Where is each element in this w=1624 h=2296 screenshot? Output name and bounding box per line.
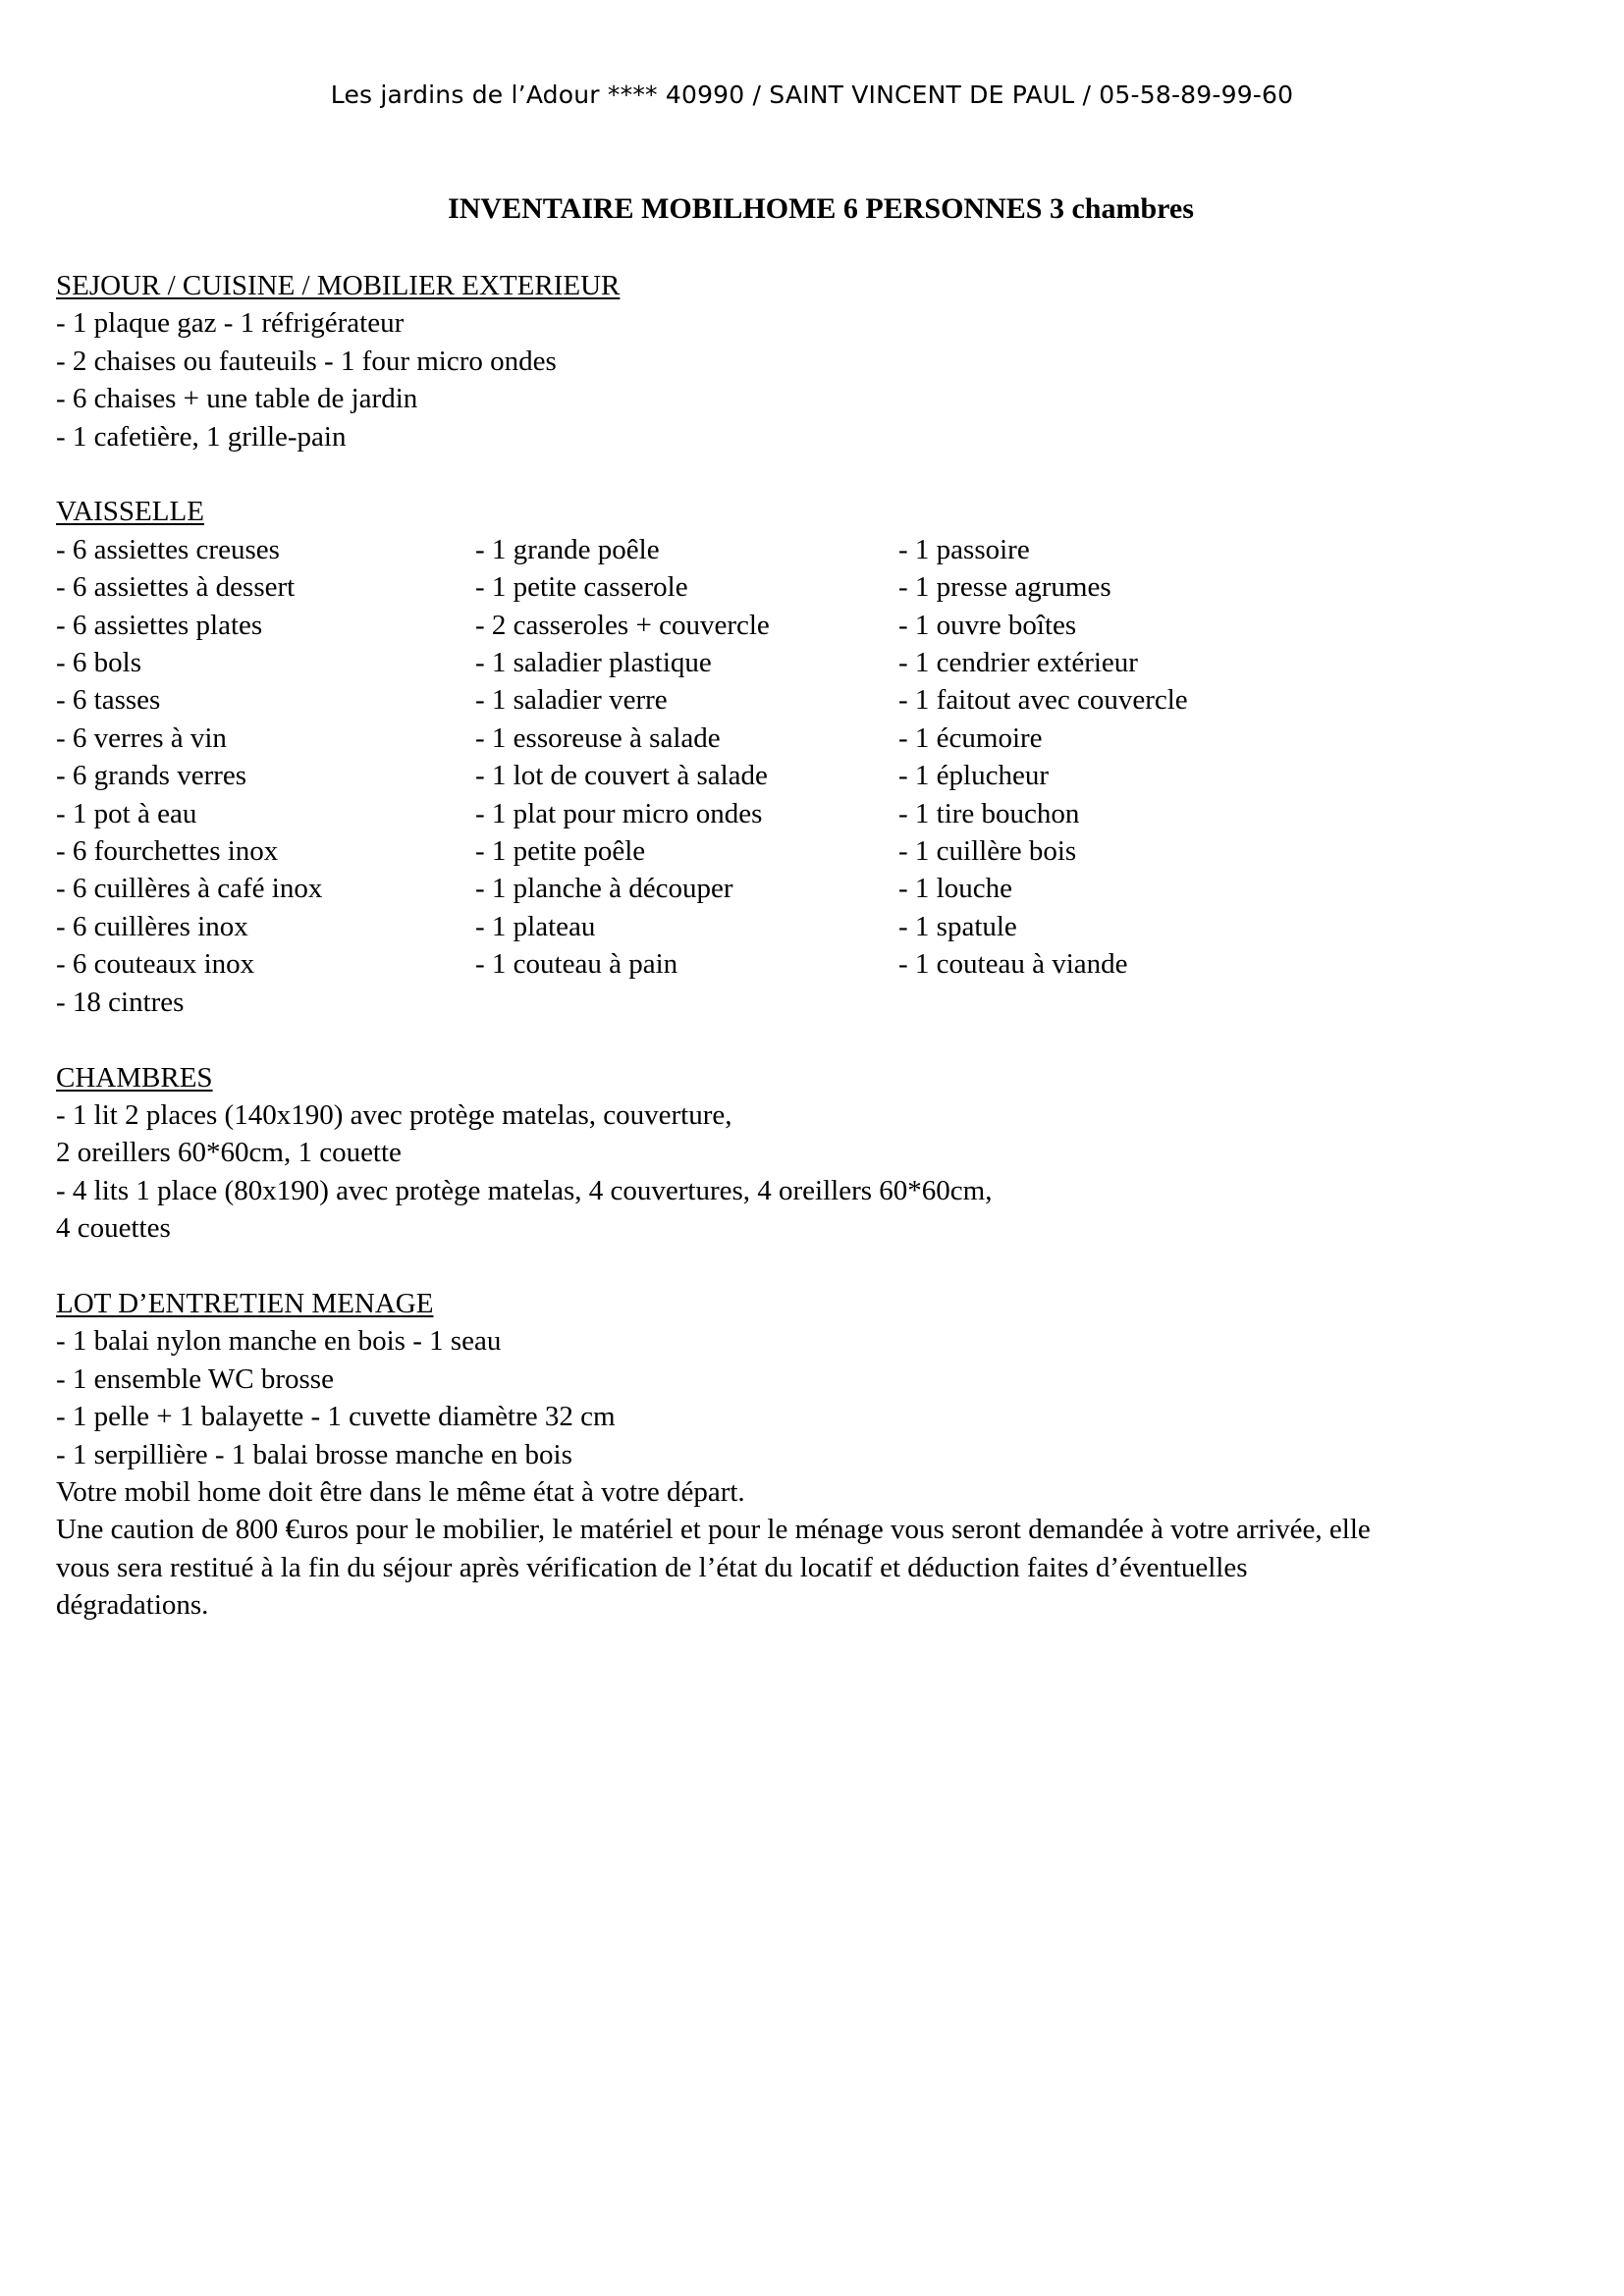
spacer xyxy=(56,455,1588,493)
list-item: - 1 ouvre boîtes xyxy=(898,609,1077,641)
list-item: - 2 casseroles + couvercle xyxy=(475,609,770,641)
list-item: - 6 verres à vin xyxy=(56,721,227,754)
list-item: - 1 couteau à viande xyxy=(898,948,1128,981)
vaisselle-columns xyxy=(56,531,1588,1021)
list-item: - 1 plaque gaz - 1 réfrigérateur xyxy=(56,307,405,340)
list-item: - 6 cuillères inox xyxy=(56,910,248,942)
list-item: - 1 faitout avec couvercle xyxy=(898,684,1188,717)
list-item: - 1 écumoire xyxy=(898,721,1043,754)
list-item: - 1 plateau xyxy=(475,910,596,942)
vaisselle-column-2 xyxy=(475,531,898,1021)
list-item: - 6 assiettes plates xyxy=(56,609,263,641)
list-item: - 6 grands verres xyxy=(56,760,247,792)
list-item: - 1 grande poêle xyxy=(475,533,660,565)
section-heading-chambres: CHAMBRES xyxy=(56,1061,213,1094)
list-item: - 1 petite casserole xyxy=(475,571,688,604)
closing-line: vous sera restitué à la fin du séjour après vérification de l’état du locatif et déduction faites d’éventuelles xyxy=(56,1551,1248,1583)
list-item: - 1 tire bouchon xyxy=(898,797,1080,829)
list-item: - 1 cendrier extérieur xyxy=(898,647,1138,679)
list-item: 4 couettes xyxy=(56,1212,171,1245)
list-item: - 1 cuillère bois xyxy=(898,835,1077,868)
vaisselle-column-1 xyxy=(56,531,475,1021)
spacer xyxy=(56,1248,1588,1285)
list-item: - 1 lit 2 places (140x190) avec protège matelas, couverture, xyxy=(56,1098,732,1131)
list-item: - 1 pelle + 1 balayette - 1 cuvette diamètre 32 cm xyxy=(56,1401,616,1433)
list-item: - 18 cintres xyxy=(56,986,185,1018)
list-item: - 1 lot de couvert à salade xyxy=(475,760,768,792)
spacer xyxy=(56,1021,1588,1058)
document-body xyxy=(56,267,1588,1625)
closing-line: Une caution de 800 €uros pour le mobilier, le matériel et pour le ménage vous seront demandée à votre arrivée, elle xyxy=(56,1514,1371,1546)
list-item: - 6 assiettes à dessert xyxy=(56,571,296,604)
list-item: - 1 planche à découper xyxy=(475,873,733,905)
section-entretien xyxy=(56,1285,1588,1473)
page-header: Les jardins de l’Adour **** 40990 / SAINT VINCENT DE PAUL / 05-58-89-99-60 xyxy=(330,80,1294,109)
list-item: - 1 couteau à pain xyxy=(475,948,678,981)
list-item: - 1 essoreuse à salade xyxy=(475,721,721,754)
section-heading-entretien: LOT D’ENTRETIEN MENAGE xyxy=(56,1287,434,1319)
list-item: - 6 chaises + une table de jardin xyxy=(56,383,418,415)
section-vaisselle xyxy=(56,493,1588,1021)
list-item: - 6 tasses xyxy=(56,684,161,717)
list-item: - 6 fourchettes inox xyxy=(56,835,279,868)
list-item: - 1 éplucheur xyxy=(898,760,1049,792)
section-heading-sejour: SEJOUR / CUISINE / MOBILIER EXTERIEUR xyxy=(56,270,621,301)
list-item: - 1 saladier plastique xyxy=(475,647,712,679)
list-item: - 1 plat pour micro ondes xyxy=(475,797,763,829)
section-sejour xyxy=(56,267,1588,455)
list-item: - 1 passoire xyxy=(898,533,1030,565)
closing-line: dégradations. xyxy=(56,1589,209,1622)
list-item: - 1 louche xyxy=(898,873,1012,905)
list-item: - 6 couteaux inox xyxy=(56,948,255,981)
document-title: INVENTAIRE MOBILHOME 6 PERSONNES 3 chambres xyxy=(448,192,1194,225)
list-item: - 6 assiettes creuses xyxy=(56,533,280,565)
list-item: 2 oreillers 60*60cm, 1 couette xyxy=(56,1137,402,1169)
list-item: - 1 pot à eau xyxy=(56,797,197,829)
list-item: - 4 lits 1 place (80x190) avec protège matelas, 4 couvertures, 4 oreillers 60*60cm, xyxy=(56,1174,993,1206)
closing-notice xyxy=(56,1473,1588,1625)
section-heading-vaisselle: VAISSELLE xyxy=(56,496,204,528)
list-item: - 1 serpillière - 1 balai brosse manche en bois xyxy=(56,1438,572,1470)
list-item: - 1 presse agrumes xyxy=(898,571,1111,604)
list-item: - 1 balai nylon manche en bois - 1 seau xyxy=(56,1325,502,1358)
list-item: - 1 ensemble WC brosse xyxy=(56,1362,334,1395)
vaisselle-column-3 xyxy=(898,531,1389,1021)
section-chambres xyxy=(56,1059,1588,1248)
list-item: - 1 saladier verre xyxy=(475,684,668,717)
closing-line: Votre mobil home doit être dans le même état à votre départ. xyxy=(56,1475,745,1508)
list-item: - 2 chaises ou fauteuils - 1 four micro ondes xyxy=(56,345,557,377)
list-item: - 1 spatule xyxy=(898,910,1017,942)
list-item: - 6 bols xyxy=(56,647,141,679)
list-item: - 1 cafetière, 1 grille-pain xyxy=(56,420,347,453)
list-item: - 6 cuillères à café inox xyxy=(56,873,323,905)
list-item: - 1 petite poêle xyxy=(475,835,646,868)
